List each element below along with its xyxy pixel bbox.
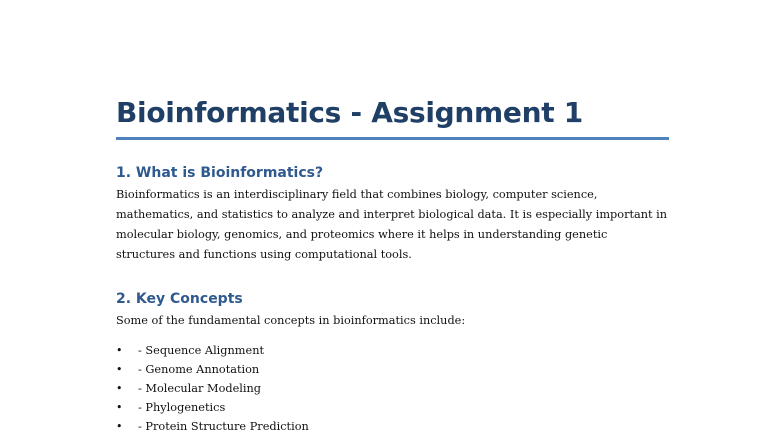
list-item [116,379,669,398]
list-item [116,398,669,417]
list-item [116,341,669,360]
list-item-text: - Sequence Alignment [138,344,265,357]
document-title: Bioinformatics - Assignment 1 [116,93,669,140]
section-heading-key-concepts: 2. Key Concepts [116,291,243,307]
list-item [116,360,669,379]
list-item [116,417,669,436]
bullet-icon: • [116,420,123,433]
list-item-text: - Phylogenetics [138,401,226,414]
bullet-icon: • [116,344,123,357]
list-item-text: - Genome Annotation [138,363,260,376]
bullet-icon: • [116,363,123,376]
list-item-text: - Protein Structure Prediction [138,420,309,433]
document-content [116,93,669,436]
key-concepts-list [116,341,669,436]
section-body-what-is-bioinformatics: Bioinformatics is an interdisciplinary field that combines biology, computer science, mathematics, and statistics to analyze and interpret biological data. It is especially important in molecular biology, genomics, and proteomics where it helps in understanding genetic structures and functions using computational tools. [116,188,668,261]
section-body-key-concepts: Some of the fundamental concepts in bioinformatics include: [116,314,466,327]
bullet-icon: • [116,401,123,414]
section-heading-what-is-bioinformatics: 1. What is Bioinformatics? [116,165,324,181]
list-item-text: - Molecular Modeling [138,382,262,395]
bullet-icon: • [116,382,123,395]
